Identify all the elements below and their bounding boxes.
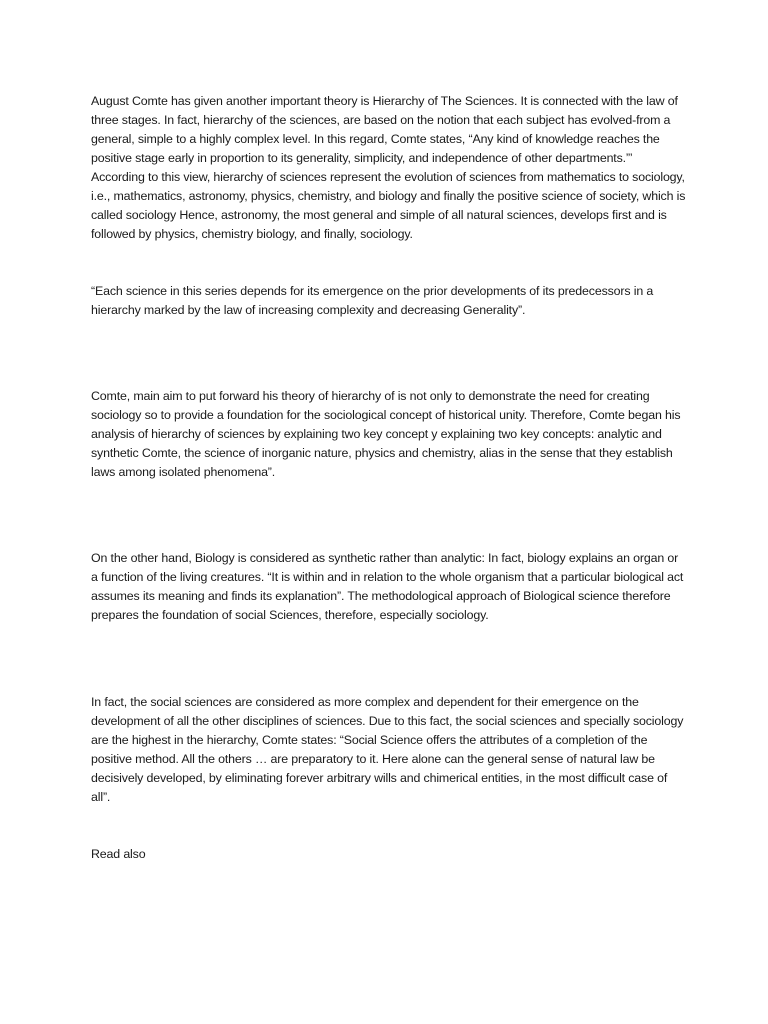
paragraph-comte-aim: Comte, main aim to put forward his theory of hierarchy of is not only to demonstrate the need for creating sociology so to provide a foundation for the sociological concept of historical unity. Therefore, Comte began his analysis of hierarchy of sciences by explaining two key concept y explaining two key concepts: analytic and synthetic Comte, the science of inorganic nature, physics and chemistry, alias in the sense that they establish laws among isolated phenomena”. bbox=[91, 389, 681, 479]
paragraph-social-sciences: In fact, the social sciences are considered as more complex and dependent for their emergence on the development of all the other disciplines of sciences. Due to this fact, the social sciences and specially sociology are the highest in the hierarchy, Comte states: “Social Science offers the attributes of a completion of the positive method. All the others … are preparatory to it. Here alone can the general sense of natural law be decisively developed, by eliminating forever arbitrary wills and chimerical entities, in the most difficult case of all”. bbox=[91, 695, 684, 804]
read-also-label: Read also bbox=[91, 847, 146, 861]
paragraph-hierarchy-intro: August Comte has given another important theory is Hierarchy of The Sciences. It is connected with the law of three stages. In fact, hierarchy of the sciences, are based on the notion that each subject has evolved-from a general, simple to a highly complex level. In this regard, Comte states, “Any kind of knowledge reaches the positive stage early in proportion to its generality, simplicity, and independence of other departments.”’ According to this view, hierarchy of sciences represent the evolution of sciences from mathematics to sociology, i.e., mathematics, astronomy, physics, chemistry, and biology and finally the positive science of society, which is called sociology Hence, astronomy, the most general and simple of all natural sciences, develops first and is followed by physics, chemistry biology, and finally, sociology. bbox=[91, 94, 686, 241]
paragraph-biology-synthetic: On the other hand, Biology is considered as synthetic rather than analytic: In fact, biology explains an organ or a function of the living creatures. “It is within and in relation to the whole organism that a particular biological act assumes its meaning and finds its explanation”. The methodological approach of Biological science therefore prepares the foundation of social Sciences, therefore, especially sociology. bbox=[91, 551, 684, 622]
paragraph-quote-emergence: “Each science in this series depends for its emergence on the prior developments of its predecessors in a hierarchy marked by the law of increasing complexity and decreasing Generality”. bbox=[91, 284, 654, 317]
